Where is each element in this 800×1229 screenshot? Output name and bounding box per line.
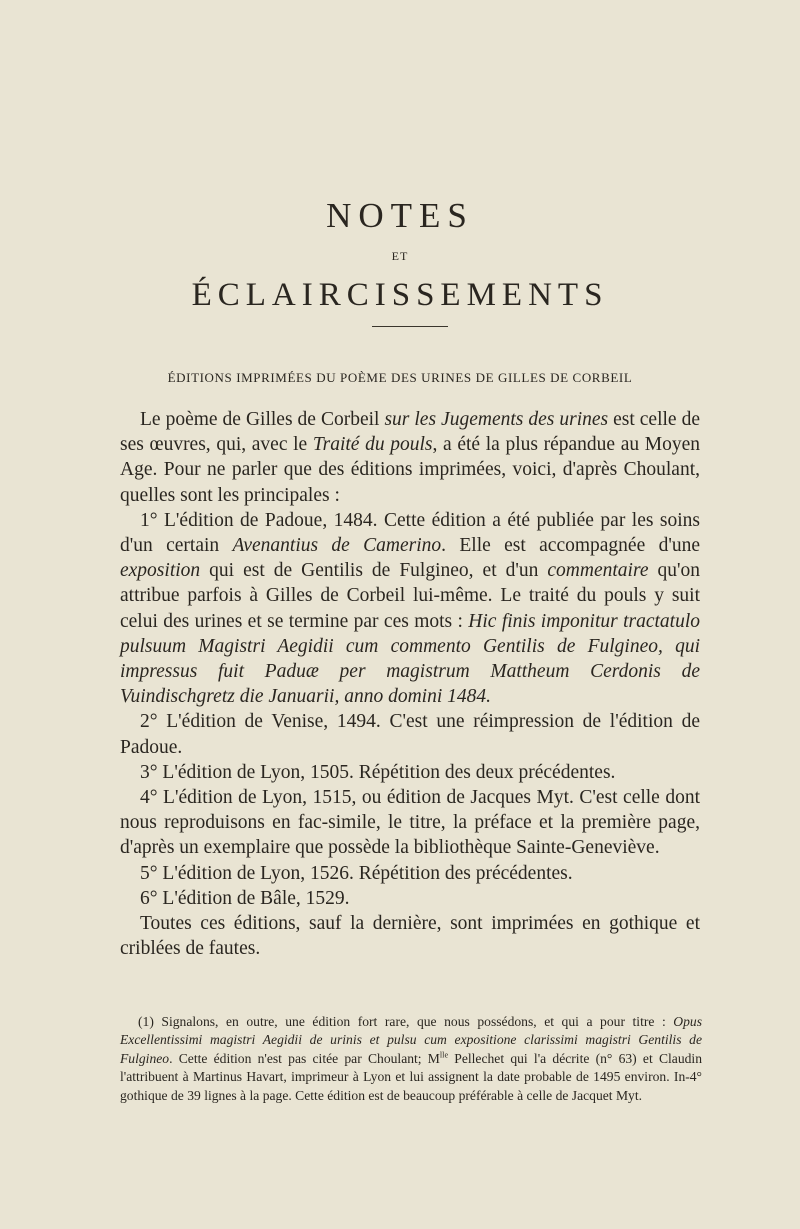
paragraph-edition-5: 5° L'édition de Lyon, 1526. Répétition des précédentes. (140, 862, 573, 884)
text-run: 1° L'édition de Padoue, 1484. Cette édition a été publiée par les soins d'un certain (120, 509, 700, 557)
text-run: , a été la plus répandue au Moyen Age. Pour ne parler que des éditions imprimées, voici, d'après Choulant, quelles sont les principales : (120, 434, 700, 506)
paragraph-edition-3: 3° L'édition de Lyon, 1505. Répétition des deux précédentes. (140, 761, 616, 783)
paragraph-intro (120, 407, 700, 508)
paragraph-edition-1 (120, 508, 700, 710)
text-run: Pellechet qui l'a décrite (n° 63) et Claudin l'attribuent à Martinus Havart, imprimeur à Lyon et lui assignent la date probable de 1495 environ. In-4° gothique de 39 lignes à la page. Cette édition est de beaucoup préférable à celle de Jacquet Myt. (120, 1050, 703, 1103)
text-run: qu'on attribue parfois à Gilles de Corbeil lui-même. Le traité du pouls y suit celui des urines et se termine par ces mots : (120, 560, 701, 632)
text-run: Le poème de Gilles de Corbeil (140, 409, 385, 430)
italic-run: sur les Jugements des urines (384, 409, 609, 430)
superscript: lle (439, 1050, 449, 1060)
italic-run: Opus Excellentissimi magistri Aegidii de urinis et pulsu cum expositione clarissimi magistri Gentilis de Fulgineo (120, 1014, 702, 1066)
chapter-subtitle: ÉCLAIRCISSEMENTS (191, 277, 609, 313)
section-heading: ÉDITIONS IMPRIMÉES DU POÈME DES URINES DE GILLES DE CORBEIL (167, 370, 633, 385)
paragraph-edition-6: 6° L'édition de Bâle, 1529. (140, 887, 350, 909)
chapter-title-conjunction: ET (391, 249, 409, 263)
paragraph-conclusion: Toutes ces éditions, sauf la dernière, sont imprimées en gothique et criblées de fautes. (120, 913, 700, 960)
italic-run: Hic finis imponitur tractatulo pulsuum Magistri Aegidii cum commento Gentilis de Fulgineo, qui impressus fuit Paduæ per magistrum Mattheum Cerdonis de Vuindischgretz die Januarii, anno domini 1484. (120, 610, 701, 708)
italic-run: Avenantius de Camerino (232, 535, 442, 557)
text-run: . Elle est accompagnée d'une (441, 535, 700, 557)
paragraph-edition-4: 4° L'édition de Lyon, 1515, ou édition de Jacques Myt. C'est celle dont nous reproduisons en fac-simile, le titre, la préface et la première page, d'après un exemplaire que possède la bibliothèque Sainte-Geneviève. (120, 787, 700, 859)
italic-run: commentaire (547, 560, 649, 582)
body-text (120, 407, 700, 961)
text-run: est celle de ses œuvres, qui, avec le (120, 409, 700, 456)
paragraph-edition-2: 2° L'édition de Venise, 1494. C'est une réimpression de l'édition de Padoue. (120, 711, 700, 758)
chapter-title: NOTES (326, 196, 474, 235)
italic-run: Traité du pouls (312, 434, 433, 456)
title-rule (372, 326, 448, 327)
text-run: . Cette édition n'est pas citée par Choulant; M (169, 1050, 440, 1066)
text-run: (1) Signalons, en outre, une édition fort rare, que nous possédons, et qui a pour titre : (138, 1014, 674, 1029)
footnote-text (120, 1013, 702, 1105)
text-run: qui est de Gentilis de Fulgineo, et d'un (200, 560, 548, 582)
italic-run: exposition (120, 560, 201, 582)
footnote (120, 1013, 702, 1105)
